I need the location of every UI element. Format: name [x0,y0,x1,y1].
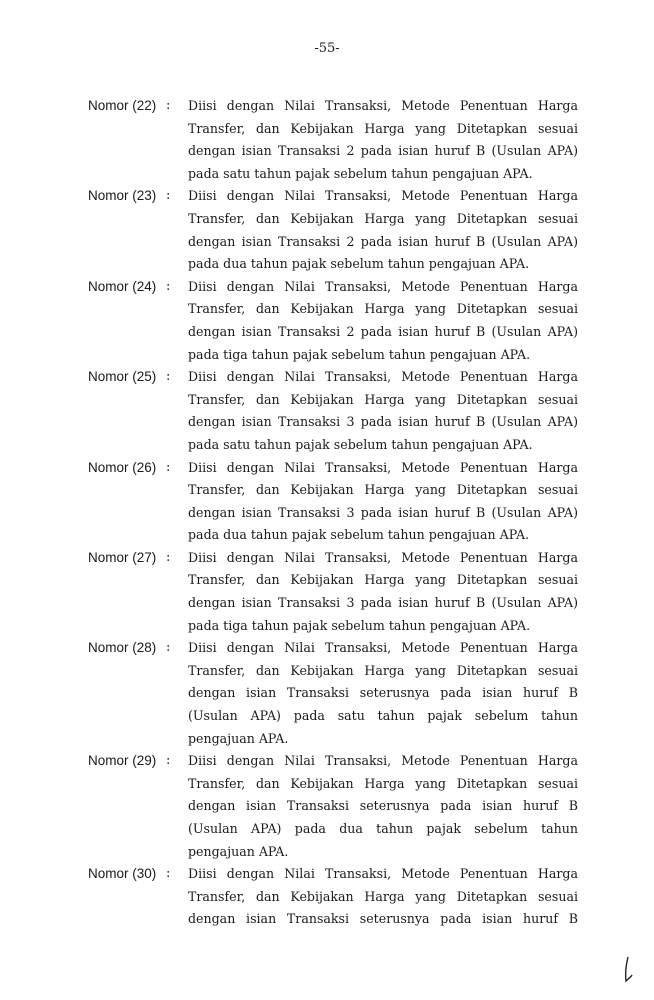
entry-colon: : [166,549,171,565]
entry-text-line: dengan isian Transaksi 2 pada isian huruf B (Usulan APA) [188,323,578,339]
entry-label: Nomor (23) [88,188,157,204]
entry-colon: : [166,98,171,113]
entry-text-line: Transfer, dan Kebijakan Harga yang Ditetapkan sesuai [188,301,578,317]
entry-colon: : [166,640,171,656]
entry-colon: : [166,188,171,204]
entry-text-line: pada satu tahun pajak sebelum tahun pengajuan APA. [188,165,533,181]
entry-text-line: (Usulan APA) pada dua tahun pajak sebelum tahun [188,821,578,836]
entry-text-line: dengan isian Transaksi 2 pada isian huruf B (Usulan APA) [188,233,578,249]
entry-label: Nomor (27) [88,549,157,565]
entry-text-line: Transfer, dan Kebijakan Harga yang Ditetapkan sesuai [188,391,578,407]
entry-text-line: dengan isian Transaksi 3 pada isian huruf B (Usulan APA) [188,414,578,430]
entry-text-line: Transfer, dan Kebijakan Harga yang Ditetapkan sesuai [188,572,578,588]
entry-label: Nomor (26) [88,459,157,475]
entry-text-line: Transfer, dan Kebijakan Harga yang Ditetapkan sesuai [188,210,578,226]
entry-text-line: pada tiga tahun pajak sebelum tahun pengajuan APA. [188,346,531,362]
entry-text-line: (Usulan APA) pada satu tahun pajak sebelum tahun [188,708,578,724]
entry-item [88,863,578,931]
page-number: -55- [314,41,340,56]
entry-text-line: pada satu tahun pajak sebelum tahun pengajuan APA. [188,436,533,452]
entry-text-line: dengan isian Transaksi 3 pada isian huruf B (Usulan APA) [188,504,578,520]
entry-text-line: Transfer, dan Kebijakan Harga yang Ditetapkan sesuai [188,120,578,136]
entry-text-line: Transfer, dan Kebijakan Harga yang Ditetapkan sesuai [188,888,578,904]
entry-text-line: Transfer, dan Kebijakan Harga yang Ditetapkan sesuai [188,662,578,678]
entry-text-line: pengajuan APA. [188,843,289,859]
entry-colon: : [166,459,171,475]
entry-label: Nomor (30) [88,866,157,882]
entry-label: Nomor (22) [88,98,157,113]
entry-text-line: Diisi dengan Nilai Transaksi, Metode Penentuan Harga [188,866,578,882]
entry-item [88,750,578,863]
entry-text-line: Diisi dengan Nilai Transaksi, Metode Penentuan Harga [188,188,578,204]
entry-label: Nomor (29) [88,753,157,769]
entry-text-line: Diisi dengan Nilai Transaksi, Metode Penentuan Harga [188,98,578,113]
entry-item [88,185,578,275]
entry-text-line: pada tiga tahun pajak sebelum tahun pengajuan APA. [188,617,531,633]
entry-text-line: dengan isian Transaksi seterusnya pada isian huruf B [188,911,578,927]
entry-item [88,95,578,185]
entry-colon: : [166,753,171,769]
entry-text-line: dengan isian Transaksi seterusnya pada isian huruf B [188,798,578,814]
entry-text-line: pengajuan APA. [188,730,289,746]
entry-colon: : [166,369,171,385]
entry-text-line: dengan isian Transaksi 2 pada isian huruf B (Usulan APA) [188,143,578,159]
entry-text-line: Transfer, dan Kebijakan Harga yang Ditetapkan sesuai [188,482,578,498]
entry-label: Nomor (28) [88,640,157,656]
entry-text-line: Diisi dengan Nilai Transaksi, Metode Penentuan Harga [188,549,578,565]
entry-item [88,547,578,637]
entry-label: Nomor (24) [88,278,157,294]
handwritten-initial-mark [620,955,640,985]
entry-text-line: Diisi dengan Nilai Transaksi, Metode Penentuan Harga [188,753,578,769]
entry-text-line: Transfer, dan Kebijakan Harga yang Ditetapkan sesuai [188,775,578,791]
entry-item [88,366,578,456]
entry-text-line: Diisi dengan Nilai Transaksi, Metode Penentuan Harga [188,369,578,385]
entry-text-line: dengan isian Transaksi seterusnya pada isian huruf B [188,685,578,701]
entry-text-line: Diisi dengan Nilai Transaksi, Metode Penentuan Harga [188,278,578,294]
entry-text-line: pada dua tahun pajak sebelum tahun pengajuan APA. [188,256,530,272]
entry-text-line: Diisi dengan Nilai Transaksi, Metode Penentuan Harga [188,640,578,656]
entry-text-line: Diisi dengan Nilai Transaksi, Metode Penentuan Harga [188,459,578,475]
entry-text-line: dengan isian Transaksi 3 pada isian huruf B (Usulan APA) [188,595,578,611]
entry-colon: : [166,278,171,294]
entry-colon: : [166,866,171,882]
entry-label: Nomor (25) [88,369,157,385]
entry-item [88,457,578,547]
entry-text-line: pada dua tahun pajak sebelum tahun pengajuan APA. [188,527,530,543]
entry-list [88,95,578,931]
entry-item [88,637,578,750]
entry-item [88,276,578,366]
